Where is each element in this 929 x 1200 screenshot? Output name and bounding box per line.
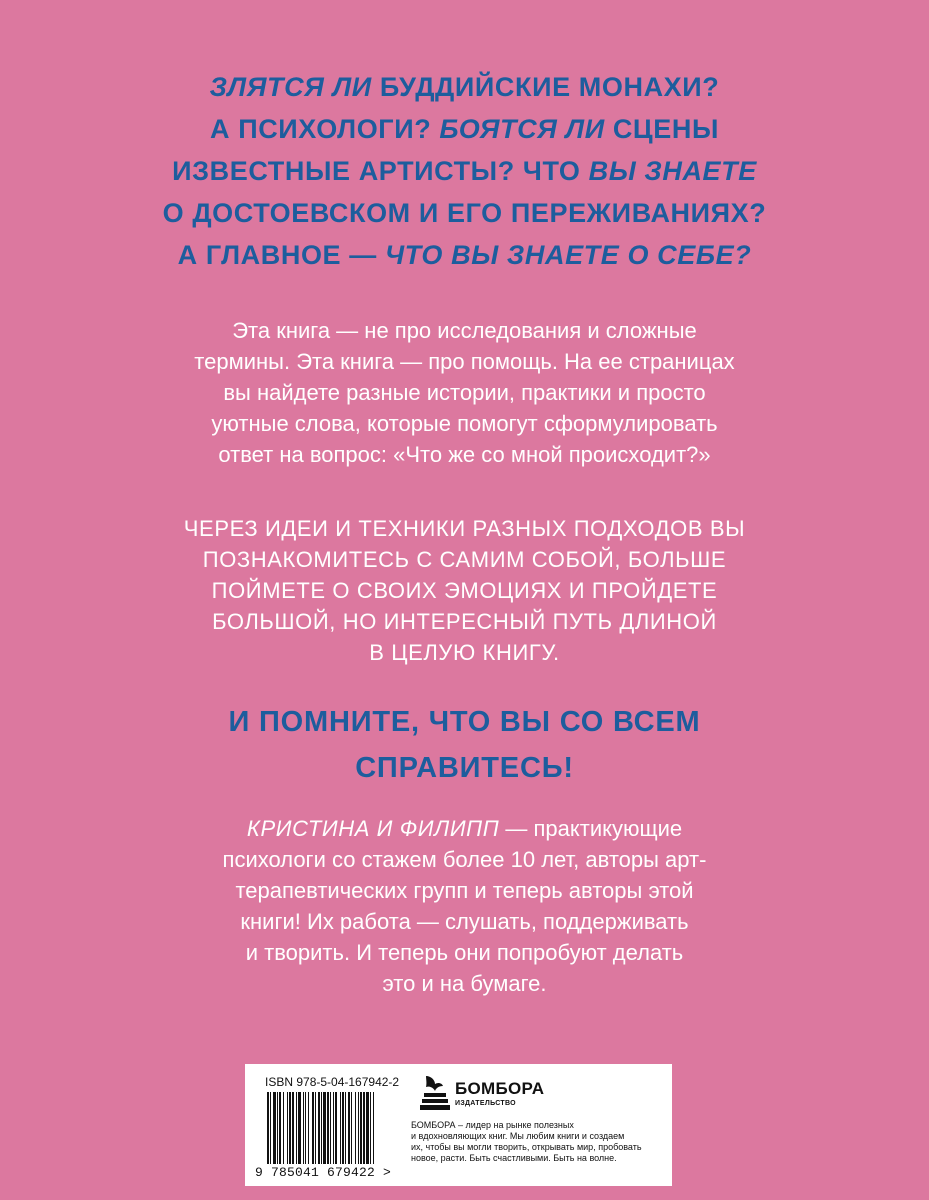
authors-line: КРИСТИНА И ФИЛИПП — практикующие [246, 816, 683, 841]
callout-line: СПРАВИТЕСЬ! [355, 752, 574, 784]
callout-line: И ПОМНИТЕ, ЧТО ВЫ СО ВСЕМ [228, 706, 701, 738]
isbn-number: ISBN 978-5-04-167942-2 [265, 1075, 400, 1089]
caps-line: ЧЕРЕЗ ИДЕИ И ТЕХНИКИ РАЗНЫХ ПОДХОДОВ ВЫ [183, 516, 746, 541]
heading-line-5: А ГЛАВНОЕ — ЧТО ВЫ ЗНАЕТЕ О СЕБЕ? [177, 240, 752, 270]
cover-heading [0, 66, 929, 276]
caps-line: БОЛЬШОЙ, НО ИНТЕРЕСНЫЙ ПУТЬ ДЛИНОЙ [212, 609, 717, 634]
barcode-image [267, 1092, 417, 1164]
intro-paragraph [0, 315, 929, 470]
caps-line: В ЦЕЛУЮ КНИГУ. [369, 640, 560, 665]
caps-line: ПОЙМЕТЕ О СВОИХ ЭМОЦИЯХ И ПРОЙДЕТЕ [211, 578, 718, 603]
author-names: КРИСТИНА И ФИЛИПП [246, 816, 500, 841]
publisher-name: БОМБОРА [455, 1079, 545, 1098]
heading-line-4: О ДОСТОЕВСКОМ И ЕГО ПЕРЕЖИВАНИЯХ? [162, 198, 767, 228]
authors-line: и творить. И теперь они попробуют делать [245, 940, 684, 965]
bombora-logo-icon [417, 1074, 453, 1112]
publisher-description [411, 1120, 666, 1164]
authors-line: книги! Их работа — слушать, поддерживать [240, 909, 689, 934]
barcode-panel [245, 1064, 672, 1186]
heading-line-3: ИЗВЕСТНЫЕ АРТИСТЫ? ЧТО ВЫ ЗНАЕТЕ [172, 156, 757, 186]
intro-line: ответ на вопрос: «Что же со мной происходит?» [218, 442, 711, 467]
intro-line: вы найдете разные истории, практики и просто [223, 380, 706, 405]
publisher-description-line: и вдохновляющих книг. Мы любим книги и создаем [411, 1131, 625, 1141]
authors-line: терапевтических групп и теперь авторы этой [235, 878, 694, 903]
heading-line-2: А ПСИХОЛОГИ? БОЯТСЯ ЛИ СЦЕНЫ [210, 114, 719, 144]
publisher-description-line: БОМБОРА – лидер на рынке полезных [411, 1120, 574, 1130]
publisher-description-line: новое, расти. Быть счастливыми. Быть на волне. [411, 1153, 617, 1163]
intro-line: уютные слова, которые помогут сформулировать [211, 411, 718, 436]
intro-line: Эта книга — не про исследования и сложные [232, 318, 697, 343]
heading-line-1: ЗЛЯТСЯ ЛИ БУДДИЙСКИЕ МОНАХИ? [209, 72, 720, 102]
publisher-description-line: их, чтобы вы могли творить, открывать мир, пробовать [411, 1142, 642, 1152]
caps-paragraph [0, 513, 929, 668]
callout [0, 699, 929, 791]
caps-line: ПОЗНАКОМИТЕСЬ С САМИМ СОБОЙ, БОЛЬШЕ [202, 547, 727, 572]
barcode-digits: 9 785041 679422 > [255, 1165, 392, 1180]
publisher-subtitle: ИЗДАТЕЛЬСТВО [455, 1100, 516, 1107]
authors-paragraph [0, 813, 929, 999]
authors-line: это и на бумаге. [382, 971, 547, 996]
intro-line: термины. Эта книга — про помощь. На ее страницах [194, 349, 735, 374]
authors-line: психологи со стажем более 10 лет, авторы арт- [222, 847, 707, 872]
